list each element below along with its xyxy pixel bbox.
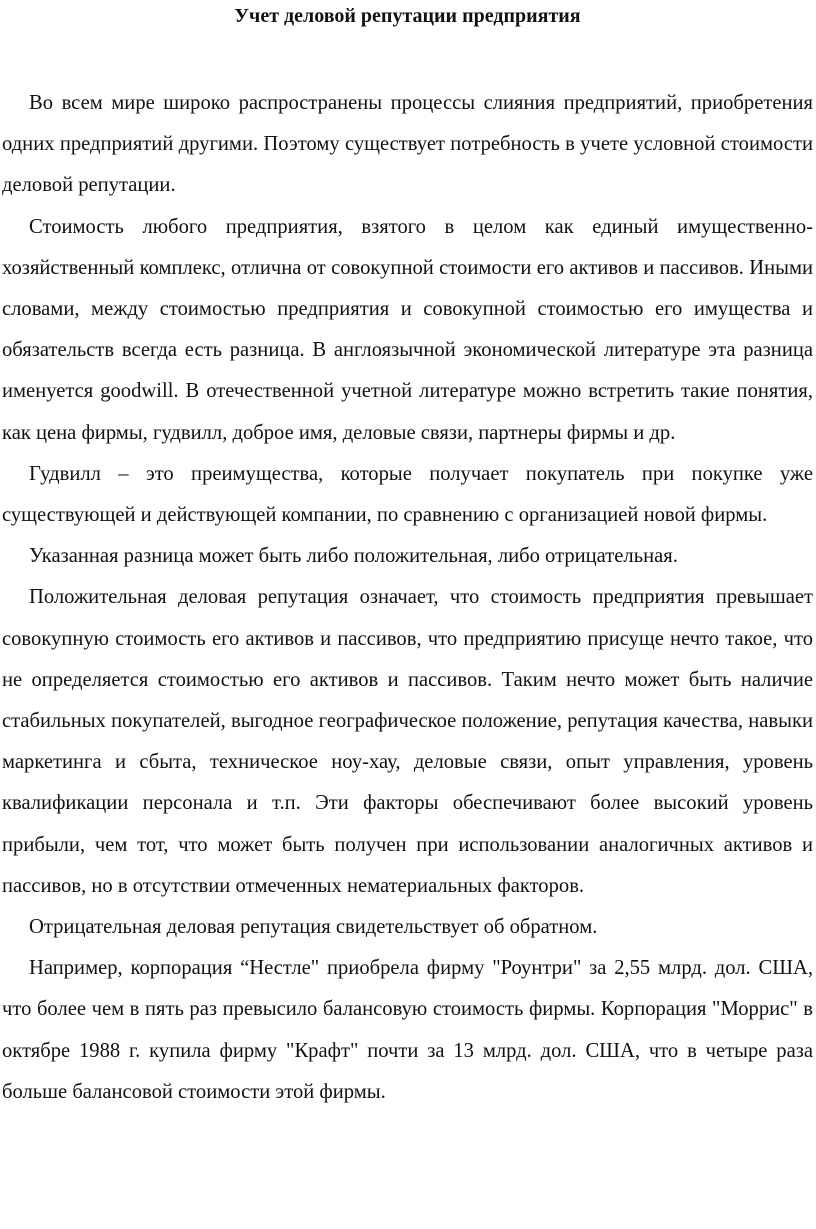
paragraph-goodwill-definition: Гудвилл – это преимущества, которые получает покупатель при покупке уже существующей и действующей компании, по сравнению с организацией новой фирмы. <box>2 462 813 527</box>
paragraph-difference-sign: Указанная разница может быть либо положительная, либо отрицательная. <box>29 545 678 568</box>
paragraph-positive-goodwill: Положительная деловая репутация означает, что стоимость предприятия превышает совокупную стоимость его активов и пассивов, что предприятию присуще нечто такое, что не определяется стоимостью его активов и пассивов. Таким нечто может быть наличие стабильных покупателей, выгодное географическое положение, репутация качества, навыки маркетинга и сбыта, техническое ноу-хау, деловые связи, опыт управления, уровень квалификации персонала и т.п. Эти факторы обеспечивают более высокий уровень прибыли, чем тот, что может быть получен при использовании аналогичных активов и пассивов, но в отсутствии отмеченных нематериальных факторов. <box>2 586 813 897</box>
paragraph-intro: Во всем мире широко распространены процессы слияния предприятий, приобретения одних предприятий другими. Поэтому существует потребность в учете условной стоимости деловой репутации. <box>2 92 813 197</box>
paragraph-enterprise-value: Стоимость любого предприятия, взятого в целом как единый имущественно-хозяйственный комплекс, отлична от совокупной стоимости его активов и пассивов. Иными словами, между стоимостью предприятия и совокупной стоимостью его имущества и обязательств всегда есть разница. В англоязычной экономической литературе эта разница именуется goodwill. В отечественной учетной литературе можно встретить такие понятия, как цена фирмы, гудвилл, доброе имя, деловые связи, партнеры фирмы и др. <box>2 215 813 444</box>
document-body <box>2 83 813 1113</box>
document-title: Учет деловой репутации предприятия <box>234 5 581 27</box>
paragraph-examples: Например, корпорация “Нестле" приобрела фирму "Роунтри" за 2,55 млрд. дол. США, что более чем в пять раз превысило балансовую стоимость фирмы. Корпорация "Моррис" в октябре 1988 г. купила фирму "Крафт" почти за 13 млрд. дол. США, что в четыре раза больше балансовой стоимости этой фирмы. <box>2 957 813 1103</box>
paragraph-negative-goodwill: Отрицательная деловая репутация свидетельствует об обратном. <box>29 916 598 939</box>
